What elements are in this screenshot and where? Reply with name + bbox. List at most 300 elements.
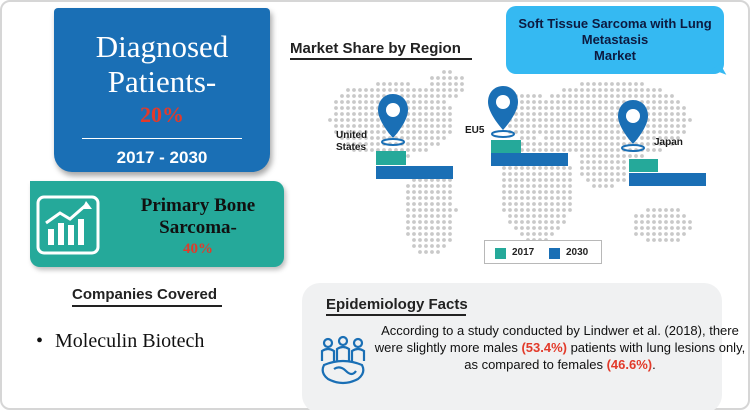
map-dot <box>562 214 566 218</box>
map-dot <box>412 202 416 206</box>
map-dot <box>442 208 446 212</box>
map-dot <box>514 226 518 230</box>
map-dot <box>586 94 590 98</box>
map-dot <box>436 184 440 188</box>
map-dot <box>514 208 518 212</box>
map-dot <box>544 214 548 218</box>
map-dot <box>598 82 602 86</box>
map-dot <box>424 112 428 116</box>
map-dot <box>418 136 422 140</box>
epidemiology-text-part2: patients with lung lesions only, as compared to females <box>464 340 746 372</box>
map-dot <box>526 208 530 212</box>
map-dot <box>520 100 524 104</box>
map-dot <box>346 106 350 110</box>
map-dot <box>658 124 662 128</box>
map-dot <box>412 136 416 140</box>
map-dot <box>424 202 428 206</box>
map-dot <box>532 232 536 236</box>
map-dot <box>640 226 644 230</box>
chart-legend <box>484 240 602 264</box>
map-dot <box>676 118 680 122</box>
map-dot <box>364 100 368 104</box>
map-dot <box>670 130 674 134</box>
map-dot <box>442 100 446 104</box>
map-dot <box>562 106 566 110</box>
map-dot <box>454 208 458 212</box>
map-dot <box>406 226 410 230</box>
map-dot <box>424 142 428 146</box>
map-dot <box>460 82 464 86</box>
bone-sarcoma-line1: Primary Bone <box>140 195 256 216</box>
map-dot <box>502 190 506 194</box>
map-dot <box>580 136 584 140</box>
map-dot <box>544 196 548 200</box>
map-dot <box>520 202 524 206</box>
map-dot <box>526 214 530 218</box>
map-dot <box>358 88 362 92</box>
map-dot <box>646 232 650 236</box>
map-dot <box>664 106 668 110</box>
map-dot <box>418 142 422 146</box>
map-dot <box>670 214 674 218</box>
map-dot <box>544 166 548 170</box>
epidemiology-title: Epidemiology Facts <box>326 296 468 313</box>
map-dot <box>370 106 374 110</box>
map-dot <box>664 100 668 104</box>
map-dot <box>412 184 416 188</box>
map-dot <box>562 118 566 122</box>
map-dot <box>604 142 608 146</box>
callout-text <box>506 16 724 64</box>
map-dot <box>418 196 422 200</box>
map-dot <box>436 94 440 98</box>
map-dot <box>502 166 506 170</box>
map-dot <box>610 130 614 134</box>
map-dot <box>418 118 422 122</box>
map-dot <box>550 106 554 110</box>
map-dot <box>634 82 638 86</box>
map-dot <box>520 166 524 170</box>
map-dot <box>556 196 560 200</box>
map-dot <box>586 178 590 182</box>
map-dot <box>346 100 350 104</box>
map-dot <box>334 124 338 128</box>
map-dot <box>520 124 524 128</box>
map-dot <box>532 178 536 182</box>
map-dot <box>532 190 536 194</box>
map-dot <box>604 94 608 98</box>
map-dot <box>442 226 446 230</box>
map-dot <box>448 214 452 218</box>
map-dot <box>664 214 668 218</box>
diagnosed-divider <box>82 138 242 139</box>
map-dot <box>424 100 428 104</box>
map-dot <box>598 88 602 92</box>
map-dot <box>652 238 656 242</box>
map-dot <box>562 202 566 206</box>
map-dot <box>532 172 536 176</box>
map-dot <box>346 88 350 92</box>
map-dot <box>598 106 602 110</box>
map-dot <box>658 88 662 92</box>
map-dot <box>412 94 416 98</box>
map-dot <box>418 100 422 104</box>
map-dot <box>538 166 542 170</box>
map-dot <box>442 124 446 128</box>
map-dot <box>568 118 572 122</box>
map-dot <box>430 118 434 122</box>
map-dot <box>544 100 548 104</box>
map-dot <box>406 202 410 206</box>
map-dot <box>508 196 512 200</box>
map-dot <box>670 112 674 116</box>
map-dot <box>682 118 686 122</box>
map-dot <box>532 166 536 170</box>
companies-list <box>36 329 204 353</box>
map-dot <box>568 148 572 152</box>
map-dot <box>640 214 644 218</box>
map-dot <box>406 148 410 152</box>
map-dot <box>664 208 668 212</box>
map-dot <box>430 88 434 92</box>
map-dot <box>430 112 434 116</box>
map-dot <box>610 94 614 98</box>
map-dot <box>532 208 536 212</box>
map-dot <box>568 130 572 134</box>
map-dot <box>622 172 626 176</box>
map-dot <box>586 142 590 146</box>
map-dot <box>538 178 542 182</box>
map-dot <box>550 130 554 134</box>
map-dot <box>448 112 452 116</box>
map-dot <box>424 106 428 110</box>
legend-swatch-2030 <box>549 248 560 259</box>
map-dot <box>604 172 608 176</box>
map-dot <box>430 76 434 80</box>
map-dot <box>520 184 524 188</box>
map-dot <box>412 196 416 200</box>
map-dot <box>664 238 668 242</box>
map-dot <box>448 106 452 110</box>
map-dot <box>688 220 692 224</box>
map-dot <box>418 88 422 92</box>
map-dot <box>580 148 584 152</box>
map-dot <box>664 232 668 236</box>
map-dot <box>436 220 440 224</box>
map-dot <box>676 232 680 236</box>
map-dot <box>532 112 536 116</box>
map-dot <box>550 100 554 104</box>
map-dot <box>592 178 596 182</box>
map-dot <box>586 88 590 92</box>
map-dot <box>442 238 446 242</box>
map-dot <box>586 130 590 134</box>
map-dot <box>538 226 542 230</box>
map-dot <box>508 190 512 194</box>
map-dot <box>610 136 614 140</box>
map-dot <box>574 88 578 92</box>
map-dot <box>586 118 590 122</box>
map-dot <box>556 172 560 176</box>
map-dot <box>418 220 422 224</box>
map-dot <box>370 112 374 116</box>
map-dot <box>526 190 530 194</box>
map-dot <box>550 172 554 176</box>
callout-line1: Soft Tissue Sarcoma with Lung <box>518 16 712 31</box>
map-dot <box>598 124 602 128</box>
map-dot <box>646 208 650 212</box>
map-dot <box>550 208 554 212</box>
map-dot <box>538 124 542 128</box>
map-dot <box>412 226 416 230</box>
map-dot <box>550 148 554 152</box>
map-dot <box>538 202 542 206</box>
map-dot <box>658 214 662 218</box>
map-dot <box>406 220 410 224</box>
map-dot <box>442 88 446 92</box>
map-dot <box>610 172 614 176</box>
map-dot <box>580 88 584 92</box>
map-dot <box>622 154 626 158</box>
map-dot <box>436 106 440 110</box>
map-dot <box>658 118 662 122</box>
map-dot <box>352 118 356 122</box>
map-dot <box>418 112 422 116</box>
map-dot <box>622 160 626 164</box>
map-dot <box>538 94 542 98</box>
map-dot <box>652 220 656 224</box>
map-dot <box>526 142 530 146</box>
map-dot <box>418 190 422 194</box>
market-title-callout <box>506 6 724 74</box>
map-dot <box>658 112 662 116</box>
map-dot <box>556 130 560 134</box>
map-dot <box>412 238 416 242</box>
epidemiology-underline <box>326 314 466 316</box>
map-dot <box>580 172 584 176</box>
map-dot <box>370 88 374 92</box>
map-dot <box>634 154 638 158</box>
market-share-title: Market Share by Region <box>290 40 461 57</box>
company-item: • Moleculin Biotech <box>36 329 204 353</box>
map-dot <box>532 220 536 224</box>
map-dot <box>364 106 368 110</box>
map-dot <box>544 202 548 206</box>
map-dot <box>622 82 626 86</box>
map-dot <box>610 178 614 182</box>
map-dot <box>514 220 518 224</box>
map-dot <box>610 82 614 86</box>
map-dot <box>418 232 422 236</box>
map-dot <box>556 178 560 182</box>
map-dot <box>442 82 446 86</box>
map-dot <box>424 136 428 140</box>
map-dot <box>418 124 422 128</box>
map-dot <box>562 172 566 176</box>
map-dot <box>538 190 542 194</box>
bar-united-states-2017 <box>376 151 406 165</box>
map-dot <box>562 208 566 212</box>
map-dot <box>640 232 644 236</box>
map-dot <box>526 178 530 182</box>
map-dot <box>514 214 518 218</box>
map-dot <box>532 106 536 110</box>
map-dot <box>502 202 506 206</box>
map-dot <box>592 166 596 170</box>
growth-chart-icon <box>36 195 100 255</box>
map-dot <box>604 106 608 110</box>
map-dot <box>568 124 572 128</box>
map-dot <box>550 142 554 146</box>
map-dot <box>424 148 428 152</box>
map-dot <box>412 118 416 122</box>
map-dot <box>520 208 524 212</box>
map-dot <box>334 118 338 122</box>
map-dot <box>562 148 566 152</box>
map-dot <box>430 82 434 86</box>
map-dot <box>532 100 536 104</box>
legend-swatch-2017 <box>495 248 506 259</box>
map-dot <box>418 250 422 254</box>
map-dot <box>424 88 428 92</box>
map-dot <box>532 124 536 128</box>
map-dot <box>586 148 590 152</box>
map-dot <box>538 106 542 110</box>
map-dot <box>346 124 350 128</box>
map-dot <box>664 112 668 116</box>
map-dot <box>592 136 596 140</box>
map-dot <box>520 172 524 176</box>
bar-japan-2030 <box>629 173 706 186</box>
map-dot <box>610 154 614 158</box>
map-dot <box>436 244 440 248</box>
map-dot <box>526 232 530 236</box>
map-dot <box>436 112 440 116</box>
map-dot <box>616 82 620 86</box>
map-dot <box>670 94 674 98</box>
map-dot <box>580 106 584 110</box>
map-dot <box>442 136 446 140</box>
map-dot <box>424 124 428 128</box>
map-dot <box>586 166 590 170</box>
map-dot <box>436 118 440 122</box>
companies-title: Companies Covered <box>72 286 218 303</box>
map-dot <box>538 142 542 146</box>
map-dot <box>448 94 452 98</box>
map-dot <box>676 130 680 134</box>
map-dot <box>550 196 554 200</box>
map-dot <box>352 88 356 92</box>
companies-underline <box>72 305 222 307</box>
map-dot <box>544 184 548 188</box>
map-dot <box>652 106 656 110</box>
map-dot <box>538 100 542 104</box>
map-dot <box>532 214 536 218</box>
map-dot <box>586 100 590 104</box>
map-dot <box>562 136 566 140</box>
map-dot <box>622 88 626 92</box>
map-dot <box>610 112 614 116</box>
map-dot <box>532 148 536 152</box>
map-dot <box>610 100 614 104</box>
map-dot <box>418 244 422 248</box>
map-dot <box>544 124 548 128</box>
map-dot <box>598 142 602 146</box>
map-dot <box>604 82 608 86</box>
map-dot <box>508 172 512 176</box>
map-dot <box>610 166 614 170</box>
map-dot <box>574 106 578 110</box>
map-dot <box>556 100 560 104</box>
map-dot <box>676 208 680 212</box>
map-dot <box>454 82 458 86</box>
map-dot <box>562 94 566 98</box>
map-dot <box>544 190 548 194</box>
map-dot <box>406 184 410 188</box>
map-dot <box>406 214 410 218</box>
map-dot <box>406 232 410 236</box>
map-dot <box>448 190 452 194</box>
map-dot <box>436 100 440 104</box>
map-dot <box>658 100 662 104</box>
map-dot <box>412 112 416 116</box>
map-dot <box>526 130 530 134</box>
map-dot <box>652 88 656 92</box>
map-dot <box>418 226 422 230</box>
map-dot <box>592 118 596 122</box>
map-dot <box>526 226 530 230</box>
map-dot <box>592 94 596 98</box>
map-dot <box>568 178 572 182</box>
map-dot <box>664 226 668 230</box>
map-dot <box>430 226 434 230</box>
map-dot <box>652 214 656 218</box>
map-dot <box>412 106 416 110</box>
map-dot <box>448 124 452 128</box>
map-dot <box>670 238 674 242</box>
map-dot <box>580 154 584 158</box>
location-pin-icon <box>616 98 650 154</box>
map-dot <box>604 100 608 104</box>
map-dot <box>424 232 428 236</box>
map-dot <box>358 118 362 122</box>
map-dot <box>598 130 602 134</box>
map-dot <box>592 100 596 104</box>
map-dot <box>358 106 362 110</box>
map-dot <box>364 88 368 92</box>
map-dot <box>436 202 440 206</box>
map-dot <box>604 130 608 134</box>
map-dot <box>580 142 584 146</box>
map-dot <box>616 172 620 176</box>
map-dot <box>562 112 566 116</box>
map-dot <box>460 88 464 92</box>
map-dot <box>562 190 566 194</box>
map-dot <box>418 106 422 110</box>
map-dot <box>664 124 668 128</box>
map-dot <box>538 130 542 134</box>
people-group-icon <box>318 335 368 387</box>
map-dot <box>634 88 638 92</box>
map-dot <box>610 142 614 146</box>
map-dot <box>598 184 602 188</box>
map-dot <box>592 112 596 116</box>
map-dot <box>436 76 440 80</box>
map-dot <box>628 154 632 158</box>
map-dot <box>556 214 560 218</box>
map-dot <box>454 94 458 98</box>
map-dot <box>586 136 590 140</box>
